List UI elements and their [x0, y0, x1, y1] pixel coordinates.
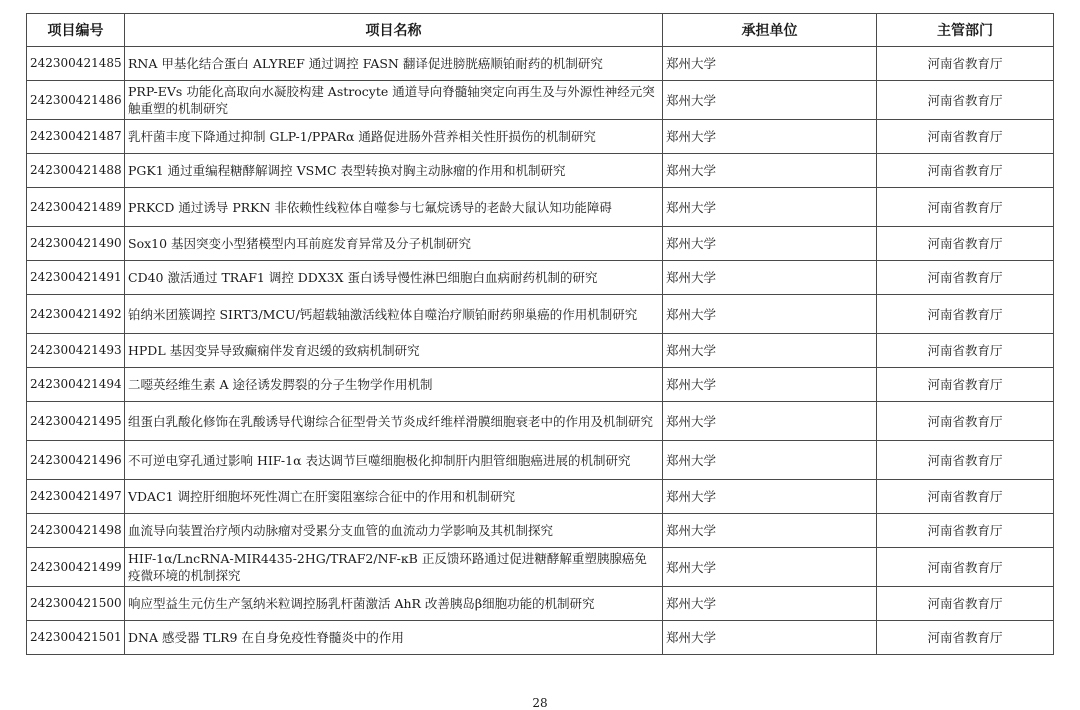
- table-row: [27, 621, 1054, 655]
- unit-cell: 郑州大学: [663, 402, 877, 441]
- project-id-cell: 242300421490: [27, 227, 125, 261]
- project-name-cell: 响应型益生元仿生产氢纳米粒调控肠乳杆菌激活 AhR 改善胰岛β细胞功能的机制研究: [125, 587, 663, 621]
- header-project-name: 项目名称: [125, 14, 663, 47]
- project-id-cell: 242300421488: [27, 154, 125, 188]
- project-name-cell: PGK1 通过重编程糖酵解调控 VSMC 表型转换对胸主动脉瘤的作用和机制研究: [125, 154, 663, 188]
- project-table: [26, 13, 1054, 655]
- project-id-cell: 242300421497: [27, 480, 125, 514]
- project-name-cell: HPDL 基因变异导致癫痫伴发育迟缓的致病机制研究: [125, 334, 663, 368]
- unit-cell: 郑州大学: [663, 514, 877, 548]
- unit-cell: 郑州大学: [663, 480, 877, 514]
- unit-cell: 郑州大学: [663, 261, 877, 295]
- department-cell: 河南省教育厅: [877, 295, 1054, 334]
- project-id-cell: 242300421501: [27, 621, 125, 655]
- table-row: [27, 47, 1054, 81]
- unit-cell: 郑州大学: [663, 227, 877, 261]
- project-name-cell: PRKCD 通过诱导 PRKN 非依赖性线粒体自噬参与七氟烷诱导的老龄大鼠认知功能障碍: [125, 188, 663, 227]
- page-number: 28: [532, 696, 548, 710]
- project-id-cell: 242300421487: [27, 120, 125, 154]
- department-cell: 河南省教育厅: [877, 548, 1054, 587]
- unit-cell: 郑州大学: [663, 587, 877, 621]
- table-row: [27, 295, 1054, 334]
- department-cell: 河南省教育厅: [877, 368, 1054, 402]
- table-row: [27, 334, 1054, 368]
- department-cell: 河南省教育厅: [877, 120, 1054, 154]
- table-row: [27, 480, 1054, 514]
- project-name-cell: PRP-EVs 功能化高取向水凝胶构建 Astrocyte 通道导向脊髓轴突定向再生及与外源性神经元突触重塑的机制研究: [125, 81, 663, 120]
- project-name-cell: 不可逆电穿孔通过影响 HIF-1α 表达调节巨噬细胞极化抑制肝内胆管细胞癌进展的机制研究: [125, 441, 663, 480]
- project-id-cell: 242300421499: [27, 548, 125, 587]
- header-supervising-department: 主管部门: [877, 14, 1054, 47]
- table-row: [27, 81, 1054, 120]
- unit-cell: 郑州大学: [663, 334, 877, 368]
- table-row: [27, 261, 1054, 295]
- project-name-cell: 铂纳米团簇调控 SIRT3/MCU/钙超载轴激活线粒体自噬治疗顺铂耐药卵巢癌的作用机制研究: [125, 295, 663, 334]
- department-cell: 河南省教育厅: [877, 334, 1054, 368]
- department-cell: 河南省教育厅: [877, 402, 1054, 441]
- table-row: [27, 154, 1054, 188]
- project-name-cell: HIF-1α/LncRNA-MIR4435-2HG/TRAF2/NF-κB 正反馈环路通过促进糖酵解重塑胰腺癌免疫微环境的机制探究: [125, 548, 663, 587]
- unit-cell: 郑州大学: [663, 47, 877, 81]
- project-id-cell: 242300421496: [27, 441, 125, 480]
- project-id-cell: 242300421486: [27, 81, 125, 120]
- project-id-cell: 242300421492: [27, 295, 125, 334]
- project-name-cell: DNA 感受器 TLR9 在自身免疫性脊髓炎中的作用: [125, 621, 663, 655]
- unit-cell: 郑州大学: [663, 295, 877, 334]
- table-row: [27, 368, 1054, 402]
- unit-cell: 郑州大学: [663, 441, 877, 480]
- table-row: [27, 548, 1054, 587]
- unit-cell: 郑州大学: [663, 368, 877, 402]
- unit-cell: 郑州大学: [663, 81, 877, 120]
- project-id-cell: 242300421491: [27, 261, 125, 295]
- department-cell: 河南省教育厅: [877, 621, 1054, 655]
- project-name-cell: Sox10 基因突变小型猪模型内耳前庭发育异常及分子机制研究: [125, 227, 663, 261]
- table-row: [27, 514, 1054, 548]
- header-project-id: 项目编号: [27, 14, 125, 47]
- project-name-cell: VDAC1 调控肝细胞坏死性凋亡在肝窦阻塞综合征中的作用和机制研究: [125, 480, 663, 514]
- table-row: [27, 227, 1054, 261]
- table-header-row: [27, 14, 1054, 47]
- table-row: [27, 441, 1054, 480]
- project-id-cell: 242300421493: [27, 334, 125, 368]
- unit-cell: 郑州大学: [663, 120, 877, 154]
- department-cell: 河南省教育厅: [877, 514, 1054, 548]
- table-row: [27, 587, 1054, 621]
- project-id-cell: 242300421498: [27, 514, 125, 548]
- department-cell: 河南省教育厅: [877, 227, 1054, 261]
- department-cell: 河南省教育厅: [877, 441, 1054, 480]
- project-name-cell: 二噁英经维生素 A 途径诱发腭裂的分子生物学作用机制: [125, 368, 663, 402]
- project-id-cell: 242300421495: [27, 402, 125, 441]
- project-name-cell: CD40 激活通过 TRAF1 调控 DDX3X 蛋白诱导慢性淋巴细胞白血病耐药机制的研究: [125, 261, 663, 295]
- project-id-cell: 242300421500: [27, 587, 125, 621]
- department-cell: 河南省教育厅: [877, 81, 1054, 120]
- unit-cell: 郑州大学: [663, 154, 877, 188]
- department-cell: 河南省教育厅: [877, 47, 1054, 81]
- project-name-cell: 组蛋白乳酸化修饰在乳酸诱导代谢综合征型骨关节炎成纤维样滑膜细胞衰老中的作用及机制研究: [125, 402, 663, 441]
- department-cell: 河南省教育厅: [877, 261, 1054, 295]
- unit-cell: 郑州大学: [663, 548, 877, 587]
- department-cell: 河南省教育厅: [877, 587, 1054, 621]
- project-name-cell: RNA 甲基化结合蛋白 ALYREF 通过调控 FASN 翻译促进膀胱癌顺铂耐药的机制研究: [125, 47, 663, 81]
- table-row: [27, 402, 1054, 441]
- project-id-cell: 242300421494: [27, 368, 125, 402]
- unit-cell: 郑州大学: [663, 188, 877, 227]
- table-row: [27, 188, 1054, 227]
- project-id-cell: 242300421485: [27, 47, 125, 81]
- table-row: [27, 120, 1054, 154]
- unit-cell: 郑州大学: [663, 621, 877, 655]
- project-name-cell: 血流导向装置治疗颅内动脉瘤对受累分支血管的血流动力学影响及其机制探究: [125, 514, 663, 548]
- project-id-cell: 242300421489: [27, 188, 125, 227]
- header-undertaking-unit: 承担单位: [663, 14, 877, 47]
- department-cell: 河南省教育厅: [877, 188, 1054, 227]
- department-cell: 河南省教育厅: [877, 154, 1054, 188]
- department-cell: 河南省教育厅: [877, 480, 1054, 514]
- project-name-cell: 乳杆菌丰度下降通过抑制 GLP-1/PPARα 通路促进肠外营养相关性肝损伤的机制研究: [125, 120, 663, 154]
